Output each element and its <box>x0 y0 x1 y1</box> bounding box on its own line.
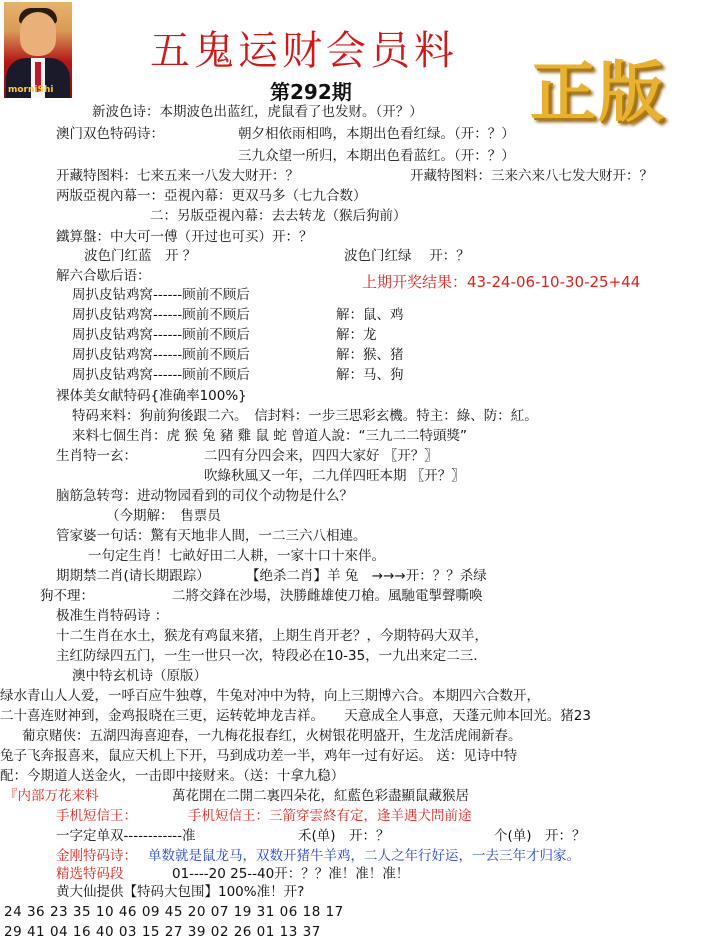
avatar-photo <box>4 2 72 98</box>
text-line-l22: 裸体美女献特码{准确率100%} <box>56 388 247 404</box>
text-line-l42: 葡京赌侠：五湖四海喜迎春，一九梅花报春红，火树银花明盛开，生龙活虎闹新春。 <box>22 728 522 744</box>
text-line-l13: 周扒皮钻鸡窝------顾前不顾后 <box>72 287 250 303</box>
highlight-line-r48: 手机短信王：三箭穿雲終有定，逢羊遇犬問前途 <box>188 808 472 824</box>
text-line-l30: 管家婆一句话：驚有天地非人間，一二三六八相連。 <box>56 528 367 544</box>
text-line-l32: 期期禁二肖(请长期跟踪） <box>56 568 210 584</box>
text-line-l35: 二將交鋒在沙場，決勝雌雄使刀槍。風馳電掣聲嘶喚 <box>172 588 483 604</box>
highlight-line-r55: 精选特码段 <box>56 866 124 882</box>
text-line-l52: 个(单) 开：？ <box>494 828 586 844</box>
text-line-l27: 吹綠秋風又一年，二九佯四旺本期 〖开？〗 <box>204 468 465 484</box>
text-line-l18: 周扒皮钻鸡窝------顾前不顾后 <box>72 347 250 363</box>
text-line-l8: 二：另版亞視內幕：去去转龙（猴后狗前） <box>150 208 407 224</box>
text-line-l14: 周扒皮钻鸡窝------顾前不顾后 <box>72 307 250 323</box>
text-line-l10: 波色门红蓝 开 ？ <box>84 248 197 264</box>
text-line-l43: 兔子飞奔报喜来，鼠应天机上下开，马到成功差一半，鸡年一过有好运。 送：见诗中特 <box>0 748 518 764</box>
text-line-l57: 黄大仙提供【特码大包围】100%准！开? <box>56 884 305 900</box>
text-line-l11: 波色门红绿 开：？ <box>344 248 470 264</box>
text-line-l15: 解：鼠、鸡 <box>336 307 404 323</box>
highlight-line-r53: 金刚特码诗： <box>56 848 137 864</box>
highlight-line-r1: 上期开奖结果：43-24-06-10-30-25+44 <box>362 273 641 291</box>
text-line-l41: 二十喜连财神到，金鸡报晓在三更，运转乾坤龙吉祥。 天意成全人事意，天蓬元帅本回光。猪23 <box>0 708 591 724</box>
text-line-l38: 主红防绿四五门，一生一世只一次，特段必在10-35，一九出来定二三. <box>56 648 478 664</box>
text-line-l19: 解：猴、猪 <box>336 347 404 363</box>
text-line-l46: 萬花開在二開二裏四朵花，紅藍色彩盡顯鼠藏猴居 <box>172 788 469 804</box>
text-line-l44: 配：今期道人送金火，一击即中接财来。（送：十拿九稳） <box>0 768 345 784</box>
text-line-l31: 一句定生肖！七畝好田二人耕，一家十口十來伴。 <box>88 548 385 564</box>
highlight-line-r45: 『内部万花来料 <box>4 788 99 804</box>
text-line-l28: 脑筋急转弯：进动物园看到的司仪个动物是什么？ <box>56 488 353 504</box>
text-line-l39: 澳中特玄机诗（原版） <box>72 668 207 684</box>
text-line-l26: 二四有分四会来，四四大家好 〖开？〗 <box>204 448 438 464</box>
text-line-l3: 朝夕相依雨相鸣，本期出色看红绿。（开：？） <box>238 126 515 142</box>
text-line-l17: 解：龙 <box>336 327 377 343</box>
text-line-l20: 周扒皮钻鸡窝------顾前不顾后 <box>72 367 250 383</box>
text-line-l37: 十二生肖在水土，猴龙有鸡鼠来猪，上期生肖开老？，今期特码大双羊， <box>56 628 488 644</box>
text-line-l2: 澳门双色特码诗： <box>56 126 164 142</box>
page-title: 五鬼运财会员料 <box>150 28 458 74</box>
text-line-l56: 01----20 25--40开：？？准！准！准！ <box>172 866 410 882</box>
text-line-l25: 生肖特一玄： <box>56 448 137 464</box>
number-row-1: 24 36 23 35 10 46 09 45 20 07 19 31 06 18 17 <box>4 904 344 920</box>
text-line-l16: 周扒皮钻鸡窝------顾前不顾后 <box>72 327 250 343</box>
text-line-l4: 三九众望一所归，本期出色看蓝红。（开：？） <box>238 148 515 164</box>
text-line-l51: 禾(单) 开：？ <box>298 828 390 844</box>
text-line-l6: 开藏特图料：三来六来八七发大财开：？ <box>410 168 653 184</box>
text-line-l23: 特码来料：狗前狗後跟二六。 信封料：一步三思彩玄機。特主：綠、防：紅。 <box>72 408 538 424</box>
text-line-l33: 【绝杀二肖】羊 兔 →→→开：？？杀绿 <box>246 568 487 584</box>
text-line-l29: （今期解： 售票员 <box>106 508 221 524</box>
text-line-l24: 来料七個生肖：虎 猴 兔 豬 雞 鼠 蛇 曾道人說：“三九二二特頭獎” <box>72 428 468 444</box>
text-line-l40: 绿水青山人人爱，一呼百应牛独尊，牛兔对冲中为特，向上三期博六合。本期四六合数开， <box>0 688 540 704</box>
photo-caption: morniShi <box>8 85 54 95</box>
text-line-l50: 一字定单双------------准 <box>56 828 196 844</box>
text-line-l36: 极准生肖特码诗 ： <box>56 608 169 624</box>
authentic-badge: 正版 <box>530 53 666 131</box>
text-line-l34: 狗不理： <box>40 588 94 604</box>
text-line-l12: 解六合歇后语： <box>56 268 151 284</box>
highlight-line-r47: 手机短信王： <box>56 808 137 824</box>
text-line-l1: 新波色诗：本期波色出蓝红，虎鼠看了也发财。（开？） <box>92 104 423 120</box>
text-line-l21: 解：马、狗 <box>336 367 404 383</box>
emphasis-line-b54: 单数就是鼠龙马，双数开猪牛羊鸡，二人之年行好运，一去三年才归家。 <box>148 848 580 864</box>
issue-number: 第292期 <box>270 80 352 104</box>
text-line-l5: 开藏特图料：七来五来一八发大财开：？ <box>56 168 299 184</box>
text-line-l7: 两版亞視內幕一：亞視內幕：更双马多（七九合数） <box>56 188 367 204</box>
number-row-2: 29 41 04 16 40 03 15 27 39 02 26 01 13 37 <box>4 924 321 940</box>
text-line-l9: 鐵算盤：中大可一傅（开过也可买）开：？ <box>56 229 313 245</box>
